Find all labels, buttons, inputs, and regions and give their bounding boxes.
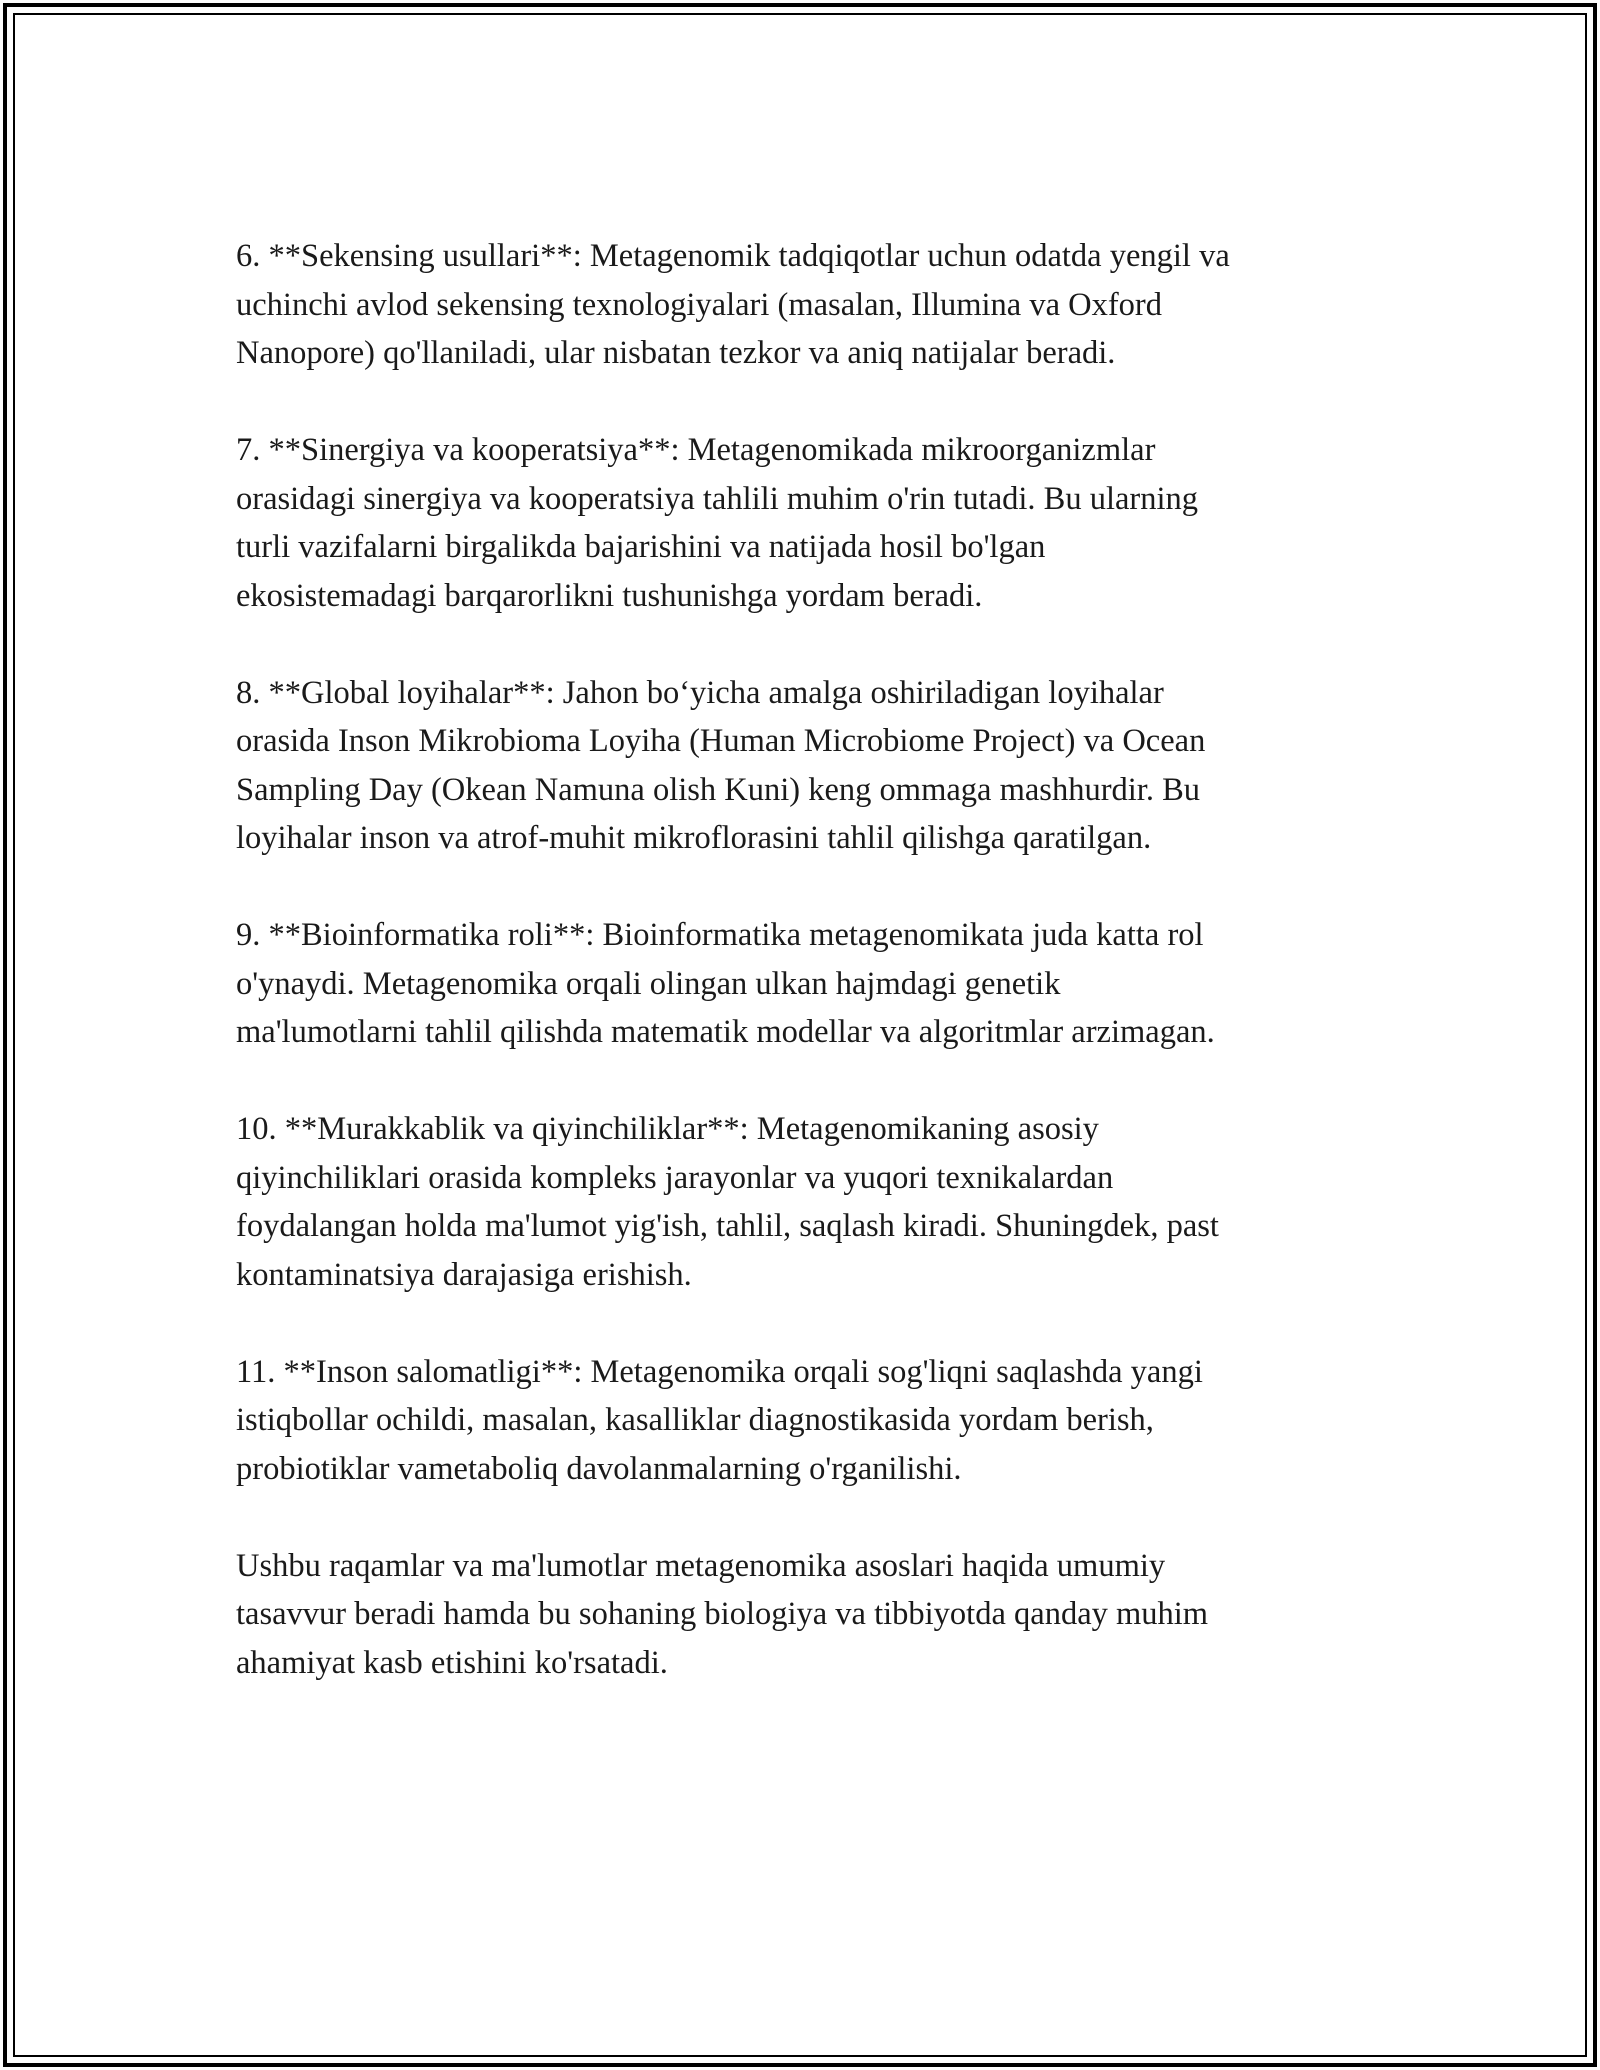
text-line: loyihalar inson va atrof-muhit mikroflorasini tahlil qilishga qaratilgan.	[236, 820, 1152, 856]
text-line: Nanopore) qo'llaniladi, ular nisbatan tezkor va aniq natijalar beradi.	[236, 335, 1116, 371]
text-line: Sampling Day (Okean Namuna olish Kuni) keng ommaga mashhurdir. Bu	[236, 771, 1201, 808]
text-line: Ushbu raqamlar va ma'lumotlar metagenomika asoslari haqida umumiy	[236, 1547, 1166, 1584]
text-line: 8. **Global loyihalar**: Jahon bo‘yicha amalga oshiriladigan loyihalar	[236, 674, 1164, 711]
text-line: qiyinchiliklari orasida kompleks jarayonlar va yuqori texnikalardan	[236, 1159, 1114, 1196]
text-line: ma'lumotlarni tahlil qilishda matematik modellar va algoritmlar arzimagan.	[236, 1014, 1215, 1050]
text-line: uchinchi avlod sekensing texnologiyalari (masalan, Illumina va Oxford	[236, 286, 1162, 323]
document-body	[236, 232, 1376, 1736]
paragraph-global-loyihalar	[236, 669, 1376, 863]
text-line: o'ynaydi. Metagenomika orqali olingan ulkan hajmdagi genetik	[236, 965, 1061, 1002]
paragraph-conclusion	[236, 1542, 1376, 1688]
text-line: 7. **Sinergiya va kooperatsiya**: Metagenomikada mikroorganizmlar	[236, 432, 1156, 468]
text-line: foydalangan holda ma'lumot yig'ish, tahlil, saqlash kiradi. Shuningdek, past	[236, 1208, 1219, 1244]
text-line: turli vazifalarni birgalikda bajarishini va natijada hosil bo'lgan	[236, 529, 1046, 565]
text-line: orasidagi sinergiya va kooperatsiya tahlili muhim o'rin tutadi. Bu ularning	[236, 480, 1199, 517]
text-line: 6. **Sekensing usullari**: Metagenomik tadqiqotlar uchun odatda yengil va	[236, 238, 1230, 274]
text-line: orasida Inson Mikrobioma Loyiha (Human Microbiome Project) va Ocean	[236, 723, 1206, 759]
text-line: 9. **Bioinformatika roli**: Bioinformatika metagenomikata juda katta rol	[236, 917, 1204, 953]
text-line: istiqbollar ochildi, masalan, kasalliklar diagnostikasida yordam berish,	[236, 1402, 1154, 1438]
paragraph-bioinformatika-roli	[236, 911, 1376, 1057]
text-line: ekosistemadagi barqarorlikni tushunishga yordam beradi.	[236, 577, 983, 614]
text-line: 10. **Murakkablik va qiyinchiliklar**: Metagenomikaning asosiy	[236, 1111, 1099, 1147]
text-line: 11. **Inson salomatligi**: Metagenomika orqali sog'liqni saqlashda yangi	[236, 1353, 1203, 1390]
text-line: ahamiyat kasb etishini ko'rsatadi.	[236, 1644, 668, 1681]
paragraph-murakkablik	[236, 1105, 1376, 1299]
text-line: tasavvur beradi hamda bu sohaning biologiya va tibbiyotda qanday muhim	[236, 1596, 1209, 1632]
text-line: probiotiklar vametaboliq davolanmalarning o'rganilishi.	[236, 1450, 962, 1487]
text-line: kontaminatsiya darajasiga erishish.	[236, 1256, 692, 1293]
paragraph-sekensing-usullari	[236, 232, 1376, 378]
paragraph-inson-salomatligi	[236, 1348, 1376, 1494]
paragraph-sinergiya	[236, 426, 1376, 620]
